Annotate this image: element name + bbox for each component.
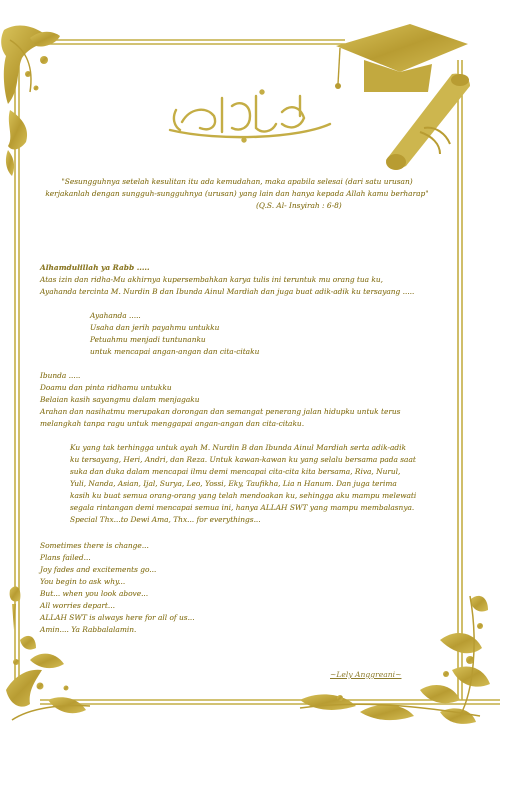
closing-line-8: Amin.... Ya Rabbalalamin. (40, 625, 137, 634)
quote-line-1: "Sesungguhnya setelah kesulitan itu ada kemudahan, maka apabila selesai (dari satu urusan) (61, 177, 413, 186)
ibunda-line-2: Doamu dan pinta ridhamu untukku (40, 383, 172, 392)
intro-line-2: Atas izin dan ridha-Mu akhirnya kupersembahkan karya tulis ini teruntuk mu orang tua ku, (40, 275, 384, 284)
closing-line-1: Sometimes there is change... (40, 541, 149, 550)
closing-line-5: But... when you look above... (40, 589, 149, 598)
thanks-line-3: suka dan duka dalam mencapai ilmu demi mencapai cita-cita kita bersama, Riva, Nurul, (70, 467, 401, 476)
arabic-calligraphy-basmalah (170, 91, 330, 142)
closing-line-3: Joy fades and excitements go... (40, 565, 157, 574)
thanks-line-5: kasih ku buat semua orang-orang yang telah mendoakan ku, sehingga aku mampu melewati (70, 491, 417, 500)
thanks-line-1: Ku yang tak terhingga untuk ayah M. Nurdin B dan Ibunda Ainul Mardiah serta adik-adik (70, 443, 406, 452)
ibunda-line-4: Arahan dan nasihatmu merupakan dorongan dan semangat penerang jalan hidupku untuk terus (40, 407, 401, 416)
ibunda-heading: Ibunda ..... (40, 371, 81, 380)
closing-line-4: You begin to ask why... (40, 577, 126, 586)
ayahanda-heading: Ayahanda ..... (90, 311, 141, 320)
thanks-line-7: Special Thx...to Dewi Ama, Thx... for everythings... (70, 515, 261, 524)
ibunda-line-3: Belaian kasih sayangmu dalam menjagaku (40, 395, 200, 404)
floral-corner-top-left (1, 25, 60, 176)
ayahanda-line-4: untuk mencapai angan-angan dan cita-citaku (90, 347, 260, 356)
intro-heading: Alhamdulillah ya Rabb ..... (40, 263, 150, 272)
intro-line-3: Ayahanda tercinta M. Nurdin B dan Ibunda Ainul Mardiah dan juga buat adik-adik ku tersayang ..... (40, 287, 415, 296)
thanks-line-4: Yuli, Nanda, Asian, Ijal, Surya, Leo, Yossi, Eky, Taufikha, Lia n Hanum. Dan juga terima (70, 479, 397, 488)
closing-line-7: ALLAH SWT is always here for all of us... (40, 613, 195, 622)
ayahanda-line-2: Usaha dan jerih payahmu untukku (90, 323, 220, 332)
thanks-line-6: segala rintangan demi mencapai semua ini, hanya ALLAH SWT yang mampu membalasnya. (70, 503, 415, 512)
closing-line-6: All worries depart... (40, 601, 115, 610)
ayahanda-line-3: Petuahmu menjadi tuntunanku (90, 335, 206, 344)
quote-line-2: kerjakanlah dengan sungguh-sungguhnya (urusan) yang lain dan hanya kepada Allah kamu berharap" (45, 189, 429, 198)
ibunda-line-5: melangkah tanpa ragu untuk menggapai angan-angan dan cita-citaku. (40, 419, 305, 428)
signature: ~Lely Anggreani~ (330, 670, 402, 679)
thanks-line-2: ku tersayang, Heri, Andri, dan Reza. Untuk kawan-kawan ku yang selalu bersama pada saat (70, 455, 416, 464)
quote-reference: (Q.S. Al- Insyirah : 6-8) (256, 201, 342, 210)
closing-line-2: Plans failed... (40, 553, 91, 562)
